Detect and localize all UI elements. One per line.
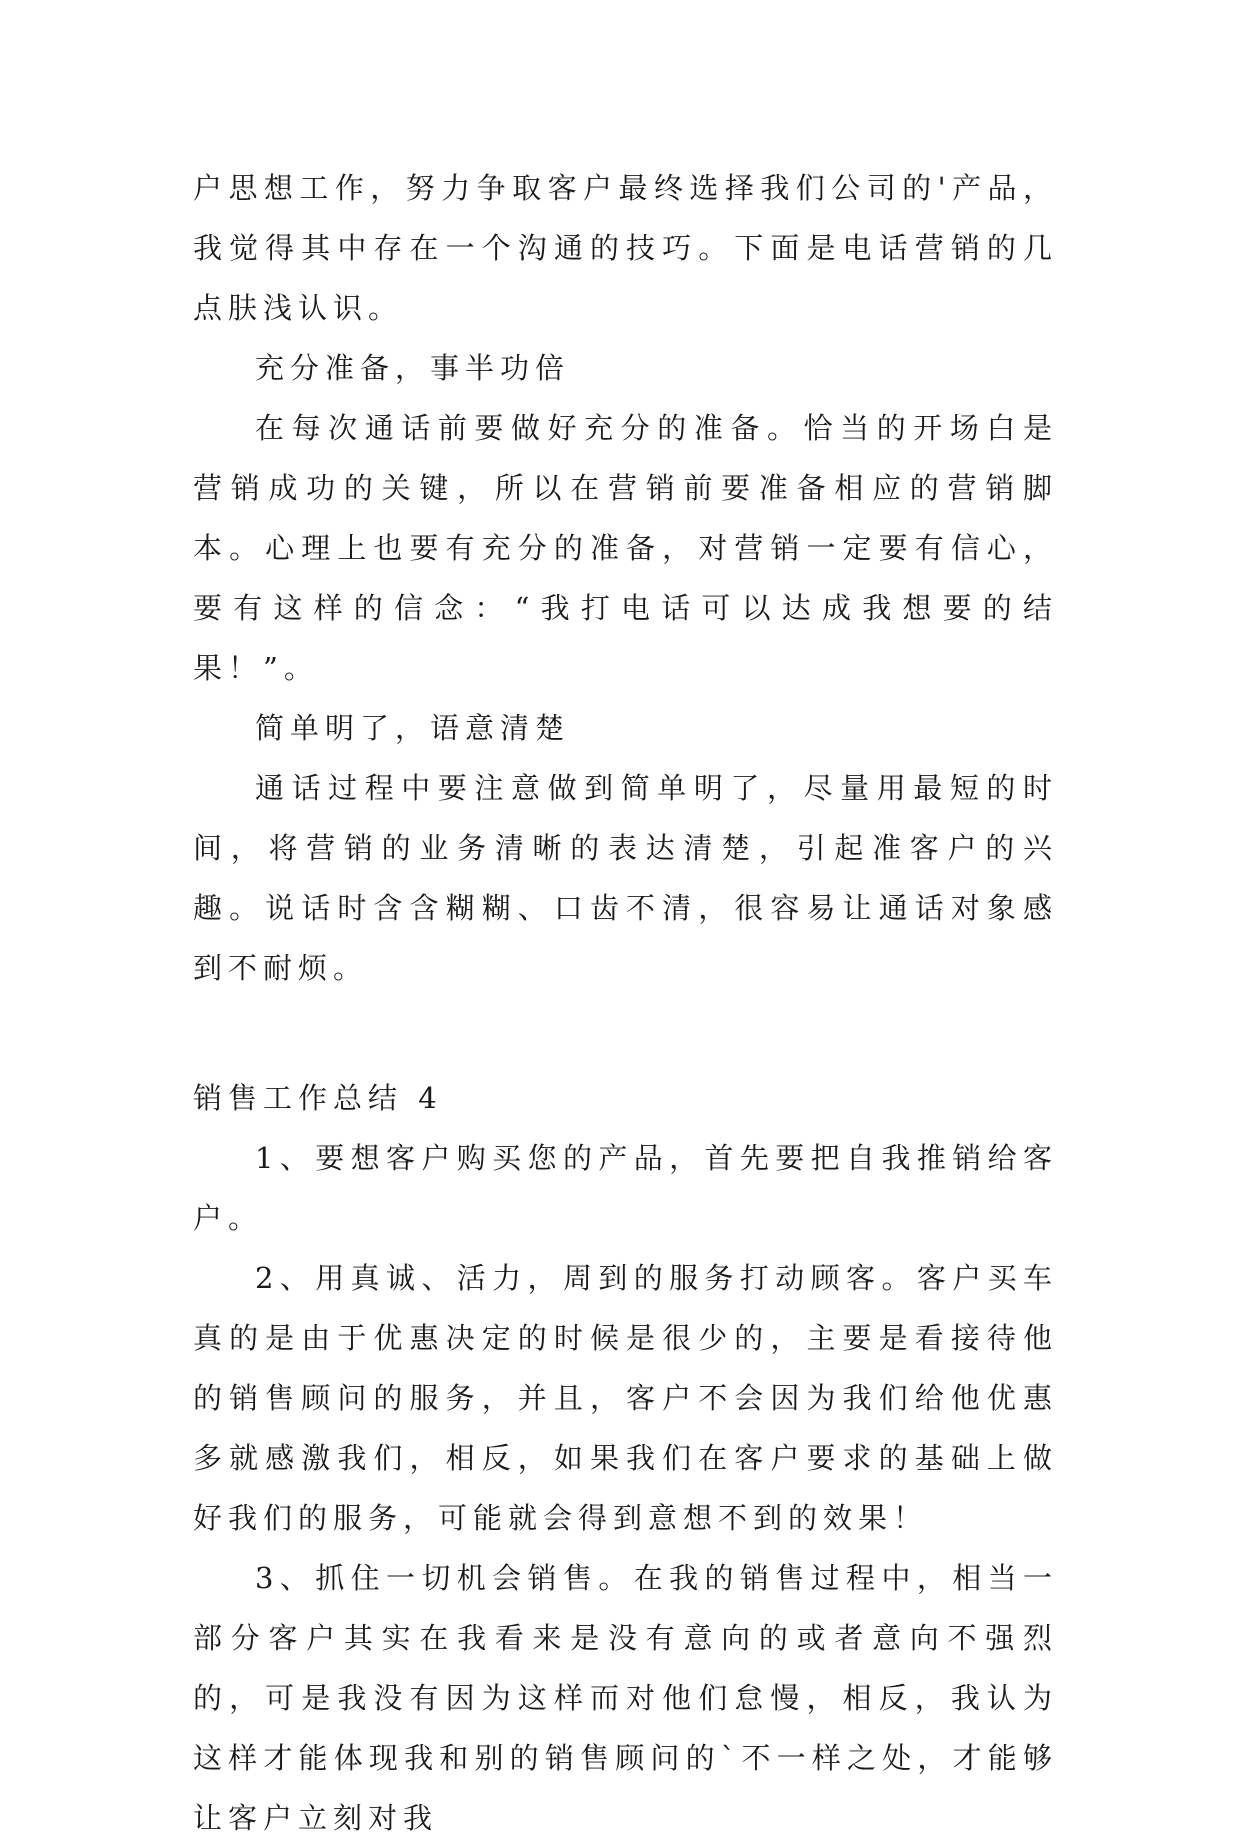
subheading-preparation: 充分准备，事半功倍	[255, 351, 571, 385]
paragraph-continuation: 户思想工作，努力争取客户最终选择我们公司的'产品，我觉得其中存在一个沟通的技巧。下面是电话营销的几点肤浅认识。	[193, 171, 1058, 325]
list-item-1: 1、要想客户购买您的产品，首先要把自我推销给客户。	[193, 1141, 1058, 1235]
paragraph-clarity: 通话过程中要注意做到简单明了，尽量用最短的时间，将营销的业务清晰的表达清楚，引起准客户的兴趣。说话时含含糊糊、口齿不清，很容易让通话对象感到不耐烦。	[193, 771, 1058, 985]
list-item-3: 3、抓住一切机会销售。在我的销售过程中，相当一部分客户其实在我看来是没有意向的或者意向不强烈的，可是我没有因为这样而对他们怠慢，相反，我认为这样才能体现我和别的销售顾问的`不一样之处，才能够让客户立刻对我	[193, 1561, 1058, 1835]
section-title: 销售工作总结 4	[193, 1081, 443, 1115]
document-body	[193, 158, 1058, 1848]
subheading-clarity: 简单明了，语意清楚	[255, 711, 571, 745]
paragraph-preparation: 在每次通话前要做好充分的准备。恰当的开场白是营销成功的关键，所以在营销前要准备相应的营销脚本。心理上也要有充分的准备，对营销一定要有信心，要有这样的信念：“我打电话可以达成我想要的结果！”。	[193, 411, 1058, 685]
section-spacer	[193, 998, 1058, 1068]
list-item-2: 2、用真诚、活力，周到的服务打动顾客。客户买车真的是由于优惠决定的时候是很少的，主要是看接待他的销售顾问的服务，并且，客户不会因为我们给他优惠多就感激我们，相反，如果我们在客户要求的基础上做好我们的服务，可能就会得到意想不到的效果！	[193, 1261, 1058, 1535]
